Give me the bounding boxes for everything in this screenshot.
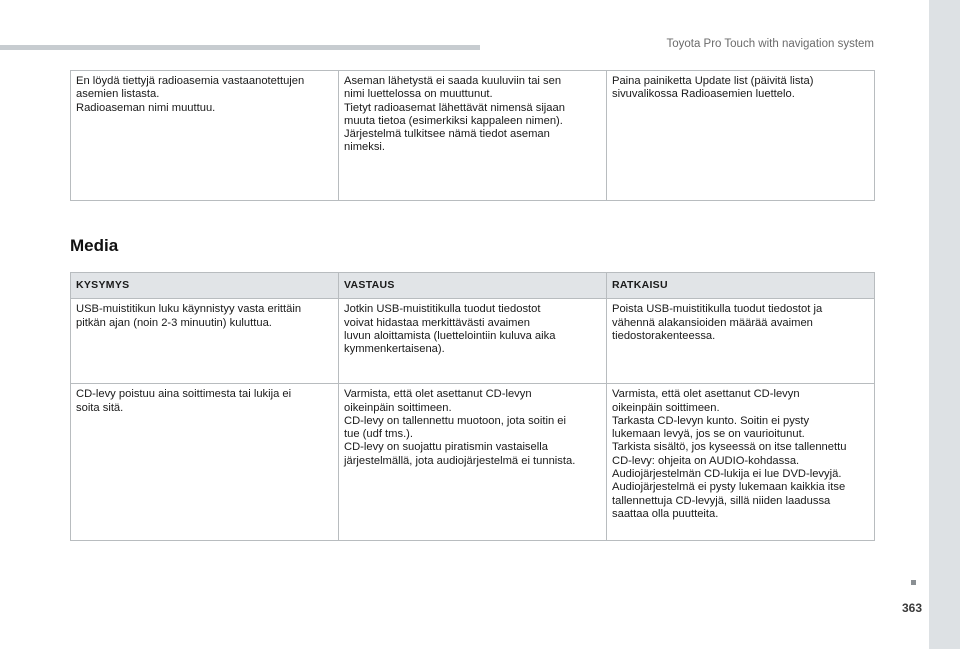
radio-faq-table [70,70,875,201]
answer-cell: Varmista, että olet asettanut CD-levyn oikeinpäin soittimeen. CD-levy on tallennettu muotoon, jota soitin ei tue (udf tms.). CD-levy on suojattu piratismin vastaisella järjestelmällä, jota audiojärjestelmä ei tunnista. [339,384,607,541]
question-cell: CD-levy poistuu aina soittimesta tai lukija ei soita sitä. [71,384,339,541]
table-header-row [71,273,875,299]
solution-cell: Varmista, että olet asettanut CD-levyn oikeinpäin soittimeen. Tarkasta CD-levyn kunto. Soitin ei pysty lukemaan levyä, jos se on vaurioitunut. Tarkista sisältö, jos kyseessä on itse tallennettu CD-levy: ohjeita on AUDIO-kohdassa. Audiojärjestelmän CD-lukija ei lue DVD-levyjä. Audiojärjestelmä ei pysty lukemaan kaikkia itse tallennettuja CD-levyjä, sillä niiden laadussa saattaa olla puutteita. [607,384,875,541]
column-header-solution: RATKAISU [607,273,875,299]
column-header-question: KYSYMYS [71,273,339,299]
running-header: Toyota Pro Touch with navigation system [666,38,874,50]
section-title: Media [70,236,119,255]
question-cell: En löydä tiettyjä radioasemia vastaanotettujen asemien listasta. Radioaseman nimi muuttuu. [71,71,339,201]
solution-cell: Paina painiketta Update list (päivitä lista) sivuvalikossa Radioasemien luettelo. [607,71,875,201]
table-row [71,299,875,384]
answer-cell: Jotkin USB-muistitikulla tuodut tiedostot voivat hidastaa merkittävästi avaimen luvun aloittamista (luettelointiin kuluva aika kymmenkertaisena). [339,299,607,384]
table-row [71,384,875,541]
answer-cell: Aseman lähetystä ei saada kuuluviin tai sen nimi luettelossa on muuttunut. Tietyt radioasemat lähettävät nimensä sijaan muuta tietoa (esimerkiksi kappaleen nimen). Järjestelmä tulkitsee nämä tiedot aseman nimeksi. [339,71,607,201]
column-header-answer: VASTAUS [339,273,607,299]
table-row [71,71,875,201]
media-faq-table [70,272,875,541]
question-cell: USB-muistitikun luku käynnistyy vasta erittäin pitkän ajan (noin 2-3 minuutin) kuluttua. [71,299,339,384]
side-strip [929,0,960,649]
header-rule [0,45,480,50]
solution-cell: Poista USB-muistitikulla tuodut tiedostot ja vähennä alakansioiden määrää avaimen tiedostorakenteessa. [607,299,875,384]
page-marker-dot [911,580,916,585]
page-number: 363 [901,601,922,615]
